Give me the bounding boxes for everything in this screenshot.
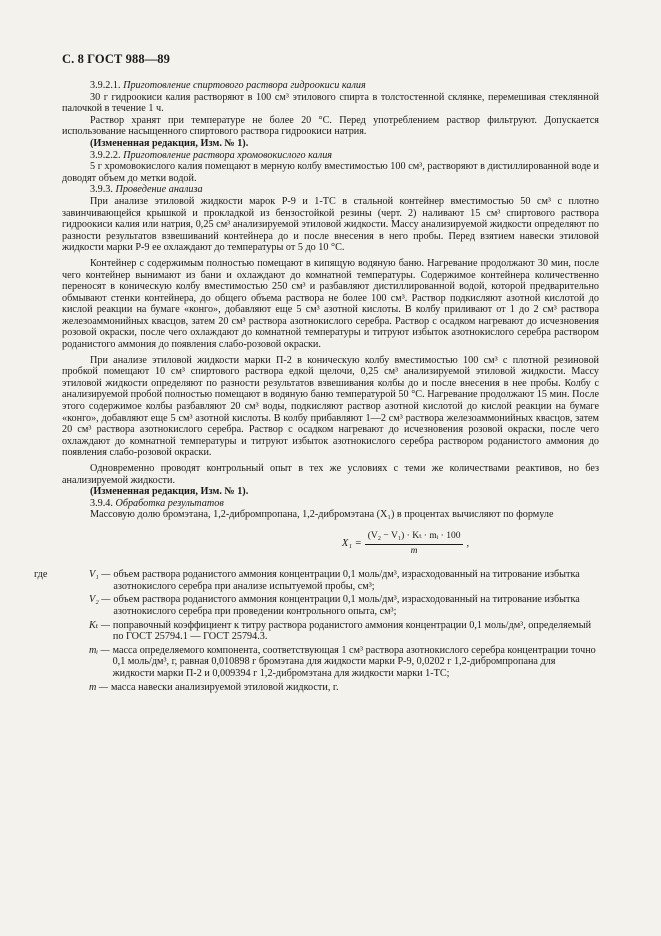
paragraph: 30 г гидроокиси калия растворяют в 100 см³ этилового спирта в толстостенной склянке, перемешивая стеклянной палочкой в течение 1 ч.	[62, 91, 599, 115]
definition-symbol: V₂ —	[89, 594, 111, 606]
section-title: Приготовление спиртового раствора гидроокиси калия	[123, 80, 366, 91]
section-title: Обработка результатов	[115, 497, 224, 509]
paragraph: При анализе этиловой жидкости марок Р-9 и 1-ТС в стальной контейнер вместимостью 50 см³ с плотно завинчивающейся крышкой и прокладкой из бензостойкой резины (черт. 2) наливают 15 см³ спиртового раствора гидроокиси калия или натрия, 0,25 см³ анализируемой этиловой жидкости. Массу анализируемой жидкости определяют по разности результатов взвешиваний контейнера до и после внесения в него пробы. Перед взятием навески этиловой жидкости марки Р-9 ее охлаждают до температуры от 5 до 10 °С.	[62, 195, 599, 254]
section-heading	[62, 498, 599, 510]
definition-text: масса определяемого компонента, соответствующая 1 см³ раствора азотнокислого серебра концентрации точно 0,1 моль/дм³, г, равная 0,010898 г бромэтана для жидкости марки Р-9, 0,0202 г 1,2-дибромпропана для жидкости марки П-2 и 0,009394 г 1,2-дибромэтана для жидкости марки 1-ТС;	[112, 644, 596, 679]
section-title: Приготовление раствора хромовокислого калия	[123, 149, 333, 161]
formula-lhs: X₁ =	[341, 538, 362, 550]
section-number: 3.9.3.	[90, 184, 113, 196]
definition-text: объем раствора роданистого аммония концентрации 0,1 моль/дм³, израсходованный на титрование избытка азотнокислого серебра при анализе испытуемой пробы, см³;	[113, 569, 580, 592]
document-body	[34, 80, 599, 695]
section-heading	[62, 184, 599, 196]
page-header: С. 8 ГОСТ 988—89	[62, 52, 171, 66]
paragraph: При анализе этиловой жидкости марки П-2 в коническую колбу вместимостью 100 см³ с плотной резиновой пробкой помещают 10 см³ спиртового раствора едкой щелочи, 0,25 см³ анализируемой этиловой жидкости. Массу этиловой жидкости определяют по разности результатов взвешивания колбы до и после внесения в нее пробы. Колбу с анализируемой пробой полностью помещают в водяную баню температурой 50 °С. Нагревание продолжают 15 мин. После этого содержимое колбы разбавляют 20 см³ воды, подкисляют раствор азотной кислотой до кислой реакции на бумаге «конго», добавляют еще 5 см³ азотной кислоты. В колбу прибавляют 1—2 см³ раствора железоаммонийных квасцов, затем 20 см³ раствора азотнокислого серебра. Раствор с осадком нагревают до исчезновения розовой окраски, после чего охлаждают до комнатной температуры и титруют избыток азотнокислого серебра раствором роданистого аммония до появления слабо-розовой окраски.	[62, 354, 599, 459]
amendment-note: (Измененная редакция, Изм. № 1).	[90, 486, 249, 498]
formula-fraction	[365, 531, 464, 557]
formula-denominator: m	[410, 545, 418, 556]
amendment-note: (Измененная редакция, Изм. № 1).	[90, 137, 249, 149]
formula	[212, 531, 599, 557]
definition-row	[62, 620, 599, 643]
definition-text: объем раствора роданистого аммония концентрации 0,1 моль/дм³, израсходованный на титрование избытка азотнокислого серебра при проведении контрольного опыта, см³;	[113, 594, 580, 617]
formula-numerator: (V₂ − V₁) · Kₜ · mᵢ · 100	[365, 531, 464, 545]
definition-row	[62, 594, 599, 617]
definition-symbol: mᵢ —	[89, 644, 110, 656]
definition-symbol: m —	[89, 681, 108, 693]
section-number: 3.9.4.	[90, 497, 113, 509]
section-heading	[62, 80, 599, 92]
section-number: 3.9.2.2.	[90, 149, 121, 161]
section-title: Проведение анализа	[115, 184, 203, 196]
paragraph: 5 г хромовокислого калия помещают в мерную колбу вместимостью 100 см³, растворяют в дистиллированной воде и доводят объем до метки водой.	[62, 161, 599, 184]
definition-symbol: Kₜ —	[89, 619, 110, 631]
paragraph: Контейнер с содержимым полностью помещают в кипящую водяную баню. Нагревание продолжают 30 мин, после чего контейнер вынимают из бани и охлаждают до комнатной температуры. Содержимое контейнера количественно переносят в коническую колбу вместимостью 250 см³ и разбавляют дистиллированной водой, которой предварительно обмывают стенки контейнера, до общего объема раствора не более 100 см³. Раствор подкисляют азотной кислотой до кислой реакции на бумаге «конго», добавляют еще 5 см³ азотной кислоты. В колбу приливают от 1 до 2 см³ раствора железоаммонийных квасцов, затем 20 см³ раствора азотнокислого серебра. Раствор с осадком нагревают до исчезновения розовой окраски, после чего охлаждают до комнатной температуры и титруют избыток азотнокислого серебра раствором роданистого аммония до появления слабо-розовой окраски.	[62, 257, 599, 351]
definition-symbol: V₁ —	[89, 569, 111, 581]
definition-row	[34, 569, 599, 592]
section-heading	[62, 150, 599, 162]
paragraph: Массовую долю бромэтана, 1,2-дибромпропана, 1,2-дибромэтана (X₁) в процентах вычисляют по формуле	[90, 509, 554, 521]
where-label: где	[34, 569, 48, 581]
symbol-definitions	[34, 569, 599, 693]
paragraph: Одновременно проводят контрольный опыт в тех же условиях с теми же количествами реактивов, но без анализируемой жидкости.	[62, 463, 599, 486]
definition-text: поправочный коэффициент к титру раствора роданистого аммония концентрации 0,1 моль/дм³, определяемый по ГОСТ 25794.1 — ГОСТ 25794.3.	[112, 619, 592, 643]
definition-row	[62, 682, 599, 694]
definition-text: масса навески анализируемой этиловой жидкости, г.	[110, 681, 339, 693]
formula-tail: ,	[466, 538, 470, 550]
paragraph: Раствор хранят при температуре не более 20 °С. Перед употреблением раствор фильтруют. Допускается использование насыщенного спиртового раствора гидроокиси натрия.	[62, 114, 599, 138]
section-number: 3.9.2.1.	[90, 80, 121, 91]
definition-row	[62, 645, 599, 680]
